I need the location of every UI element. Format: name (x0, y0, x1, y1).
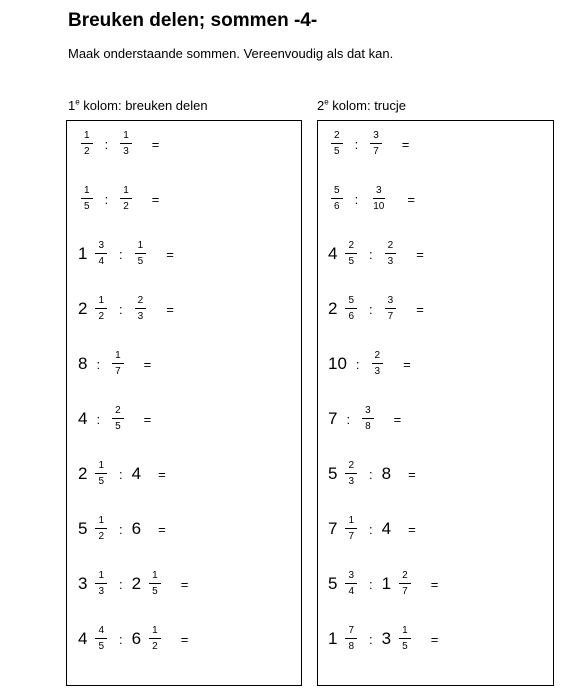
dividend-whole-number: 5 (78, 519, 88, 538)
equals-sign: = (416, 246, 424, 262)
divisor-whole-number: 2 (131, 574, 142, 593)
dividend-denominator: 4 (98, 256, 105, 267)
dividend-whole-number: 4 (78, 629, 88, 648)
equals-sign: = (151, 191, 160, 207)
dividend-numerator: 1 (345, 515, 357, 529)
divisor-denominator: 3 (137, 311, 144, 322)
column-2-label-superscript: e (324, 97, 329, 107)
dividend-denominator: 6 (334, 201, 340, 212)
dividend-numerator: 2 (331, 130, 343, 144)
column-2-box (317, 120, 554, 686)
divisor-whole-number: 6 (131, 519, 142, 538)
division-sign: : (369, 631, 373, 647)
divisor-numerator: 1 (135, 240, 147, 254)
division-problem (328, 509, 416, 549)
dividend-whole-number: 5 (328, 464, 338, 483)
divisor-denominator: 7 (373, 146, 379, 157)
divisor-fraction (112, 350, 124, 378)
dividend-numerator: 1 (95, 570, 107, 584)
column-2-label-text: kolom: trucje (328, 98, 406, 113)
dividend-denominator: 3 (348, 476, 355, 487)
dividend-whole-number: 4 (78, 409, 88, 428)
division-problem (328, 124, 409, 164)
dividend-whole-number: 2 (328, 299, 338, 318)
equals-sign: = (401, 136, 410, 152)
dividend-fraction (81, 185, 93, 213)
dividend-numerator: 1 (95, 295, 107, 309)
divisor-denominator: 3 (123, 146, 129, 157)
division-problem (78, 179, 159, 219)
dividend-whole-number: 10 (328, 354, 347, 373)
divisor-denominator: 7 (115, 366, 121, 377)
divisor-fraction (370, 185, 387, 213)
divisor-fraction (120, 185, 132, 213)
dividend-fraction (331, 130, 343, 158)
dividend-numerator: 4 (95, 625, 107, 639)
equals-sign: = (408, 466, 416, 482)
divisor-denominator: 2 (152, 641, 158, 652)
dividend-numerator: 5 (331, 185, 343, 199)
divisor-numerator: 3 (370, 130, 382, 144)
dividend-denominator: 5 (98, 476, 105, 487)
divisor-fraction (135, 240, 147, 268)
division-sign: : (119, 631, 123, 647)
equals-sign: = (408, 521, 416, 537)
divisor-numerator: 2 (399, 570, 411, 584)
dividend-whole-number: 7 (328, 409, 338, 428)
equals-sign: = (158, 466, 166, 482)
dividend-numerator: 1 (95, 515, 107, 529)
division-sign: : (96, 411, 101, 427)
division-problem (78, 564, 188, 604)
divisor-denominator: 5 (137, 256, 144, 267)
column-1-label-number: 1 (68, 98, 76, 113)
dividend-denominator: 2 (84, 146, 90, 157)
divisor-fraction (399, 570, 411, 598)
divisor-fraction (399, 625, 411, 653)
dividend-fraction (345, 240, 357, 268)
dividend-whole-number: 4 (328, 244, 338, 263)
division-problem (328, 454, 416, 494)
division-sign: : (104, 191, 109, 207)
equals-sign: = (166, 246, 174, 262)
dividend-denominator: 4 (348, 586, 355, 597)
division-sign: : (119, 576, 123, 592)
equals-sign: = (180, 631, 189, 647)
divisor-denominator: 7 (387, 311, 394, 322)
division-sign: : (369, 521, 373, 537)
divisor-denominator: 10 (373, 201, 385, 212)
divisor-numerator: 1 (149, 625, 161, 639)
dividend-fraction (81, 130, 93, 158)
divisor-numerator: 2 (385, 240, 397, 254)
dividend-denominator: 5 (98, 641, 105, 652)
divisor-fraction (112, 405, 124, 433)
divisor-whole-number: 4 (381, 519, 392, 538)
dividend-fraction (95, 570, 107, 598)
division-sign: : (119, 466, 123, 482)
divisor-denominator: 5 (402, 641, 408, 652)
divisor-numerator: 1 (112, 350, 124, 364)
dividend-fraction (345, 515, 357, 543)
divisor-whole-number: 3 (381, 629, 392, 648)
division-sign: : (355, 356, 360, 372)
dividend-fraction (345, 295, 357, 323)
division-problem (328, 179, 415, 219)
column-1-box (66, 120, 302, 686)
divisor-denominator: 2 (123, 201, 129, 212)
division-sign: : (369, 301, 373, 317)
equals-sign: = (393, 411, 402, 427)
equals-sign: = (430, 631, 439, 647)
dividend-numerator: 2 (345, 240, 357, 254)
dividend-numerator: 3 (345, 570, 357, 584)
dividend-denominator: 8 (348, 641, 355, 652)
division-problem (78, 344, 151, 384)
equals-sign: = (403, 356, 411, 372)
dividend-fraction (95, 625, 107, 653)
divisor-denominator: 8 (365, 421, 371, 432)
divisor-fraction (135, 295, 147, 323)
division-problem (78, 289, 174, 329)
dividend-denominator: 5 (84, 201, 90, 212)
dividend-numerator: 1 (81, 185, 93, 199)
divisor-whole-number: 1 (381, 574, 392, 593)
divisor-numerator: 2 (112, 405, 124, 419)
equals-sign: = (166, 301, 174, 317)
column-2-label (317, 98, 406, 113)
dividend-whole-number: 2 (78, 464, 88, 483)
divisor-fraction (385, 240, 397, 268)
division-sign: : (369, 466, 373, 482)
dividend-denominator: 5 (334, 146, 340, 157)
divisor-fraction (362, 405, 374, 433)
divisor-numerator: 1 (120, 185, 132, 199)
divisor-numerator: 1 (149, 570, 161, 584)
division-sign: : (369, 246, 373, 262)
dividend-fraction (95, 515, 107, 543)
dividend-numerator: 2 (345, 460, 357, 474)
dividend-fraction (345, 570, 357, 598)
division-problem (78, 454, 166, 494)
division-sign: : (369, 576, 373, 592)
dividend-denominator: 6 (348, 311, 355, 322)
division-problem (78, 509, 166, 549)
division-problem (328, 564, 438, 604)
dividend-numerator: 5 (345, 295, 357, 309)
dividend-numerator: 7 (345, 625, 357, 639)
division-problem (78, 234, 174, 274)
division-problem (328, 619, 438, 659)
divisor-fraction (120, 130, 132, 158)
dividend-denominator: 7 (348, 531, 355, 542)
divisor-numerator: 3 (373, 185, 385, 199)
divisor-whole-number: 4 (131, 464, 142, 483)
column-1-label-text: kolom: breuken delen (79, 98, 208, 113)
division-problem (78, 124, 159, 164)
divisor-numerator: 1 (399, 625, 411, 639)
dividend-numerator: 1 (81, 130, 93, 144)
dividend-fraction (95, 460, 107, 488)
divisor-fraction (149, 570, 161, 598)
divisor-numerator: 2 (372, 350, 384, 364)
division-sign: : (119, 521, 123, 537)
divisor-fraction (385, 295, 397, 323)
equals-sign: = (430, 576, 439, 592)
dividend-whole-number: 8 (78, 354, 88, 373)
dividend-whole-number: 7 (328, 519, 338, 538)
equals-sign: = (143, 411, 152, 427)
division-sign: : (119, 301, 123, 317)
column-1-label-superscript: e (75, 97, 80, 107)
dividend-fraction (95, 240, 107, 268)
divisor-numerator: 2 (135, 295, 147, 309)
division-sign: : (346, 411, 351, 427)
division-problem (328, 399, 401, 439)
divisor-fraction (370, 130, 382, 158)
dividend-denominator: 2 (98, 531, 105, 542)
dividend-whole-number: 3 (78, 574, 88, 593)
division-problem (328, 344, 411, 384)
dividend-fraction (331, 185, 343, 213)
division-problem (78, 619, 188, 659)
division-sign: : (354, 191, 359, 207)
division-sign: : (104, 136, 109, 152)
dividend-numerator: 1 (95, 460, 107, 474)
divisor-denominator: 5 (115, 421, 121, 432)
dividend-fraction (95, 295, 107, 323)
dividend-whole-number: 5 (328, 574, 338, 593)
division-sign: : (354, 136, 359, 152)
divisor-denominator: 5 (152, 586, 158, 597)
division-problem (328, 234, 424, 274)
divisor-denominator: 3 (374, 366, 381, 377)
dividend-denominator: 2 (98, 311, 105, 322)
equals-sign: = (416, 301, 424, 317)
equals-sign: = (158, 521, 166, 537)
equals-sign: = (151, 136, 160, 152)
dividend-whole-number: 1 (328, 629, 338, 648)
dividend-denominator: 3 (98, 586, 105, 597)
division-problem (328, 289, 424, 329)
column-2-label-number: 2 (317, 98, 325, 113)
divisor-fraction (149, 625, 161, 653)
dividend-fraction (345, 460, 357, 488)
column-1-label (68, 98, 208, 113)
division-sign: : (96, 356, 101, 372)
divisor-fraction (372, 350, 384, 378)
divisor-numerator: 3 (362, 405, 374, 419)
equals-sign: = (180, 576, 189, 592)
division-problem (78, 399, 151, 439)
divisor-denominator: 3 (387, 256, 394, 267)
divisor-whole-number: 6 (131, 629, 142, 648)
equals-sign: = (143, 356, 152, 372)
divisor-denominator: 7 (402, 586, 408, 597)
page-title: Breuken delen; sommen -4- (68, 10, 318, 31)
dividend-whole-number: 1 (78, 244, 88, 263)
divisor-numerator: 3 (385, 295, 397, 309)
dividend-numerator: 3 (95, 240, 107, 254)
dividend-fraction (345, 625, 357, 653)
division-sign: : (119, 246, 123, 262)
equals-sign: = (407, 191, 415, 207)
instruction-text: Maak onderstaande sommen. Vereenvoudig als dat kan. (68, 46, 394, 61)
dividend-denominator: 5 (348, 256, 355, 267)
dividend-whole-number: 2 (78, 299, 88, 318)
divisor-numerator: 1 (120, 130, 132, 144)
divisor-whole-number: 8 (381, 464, 392, 483)
